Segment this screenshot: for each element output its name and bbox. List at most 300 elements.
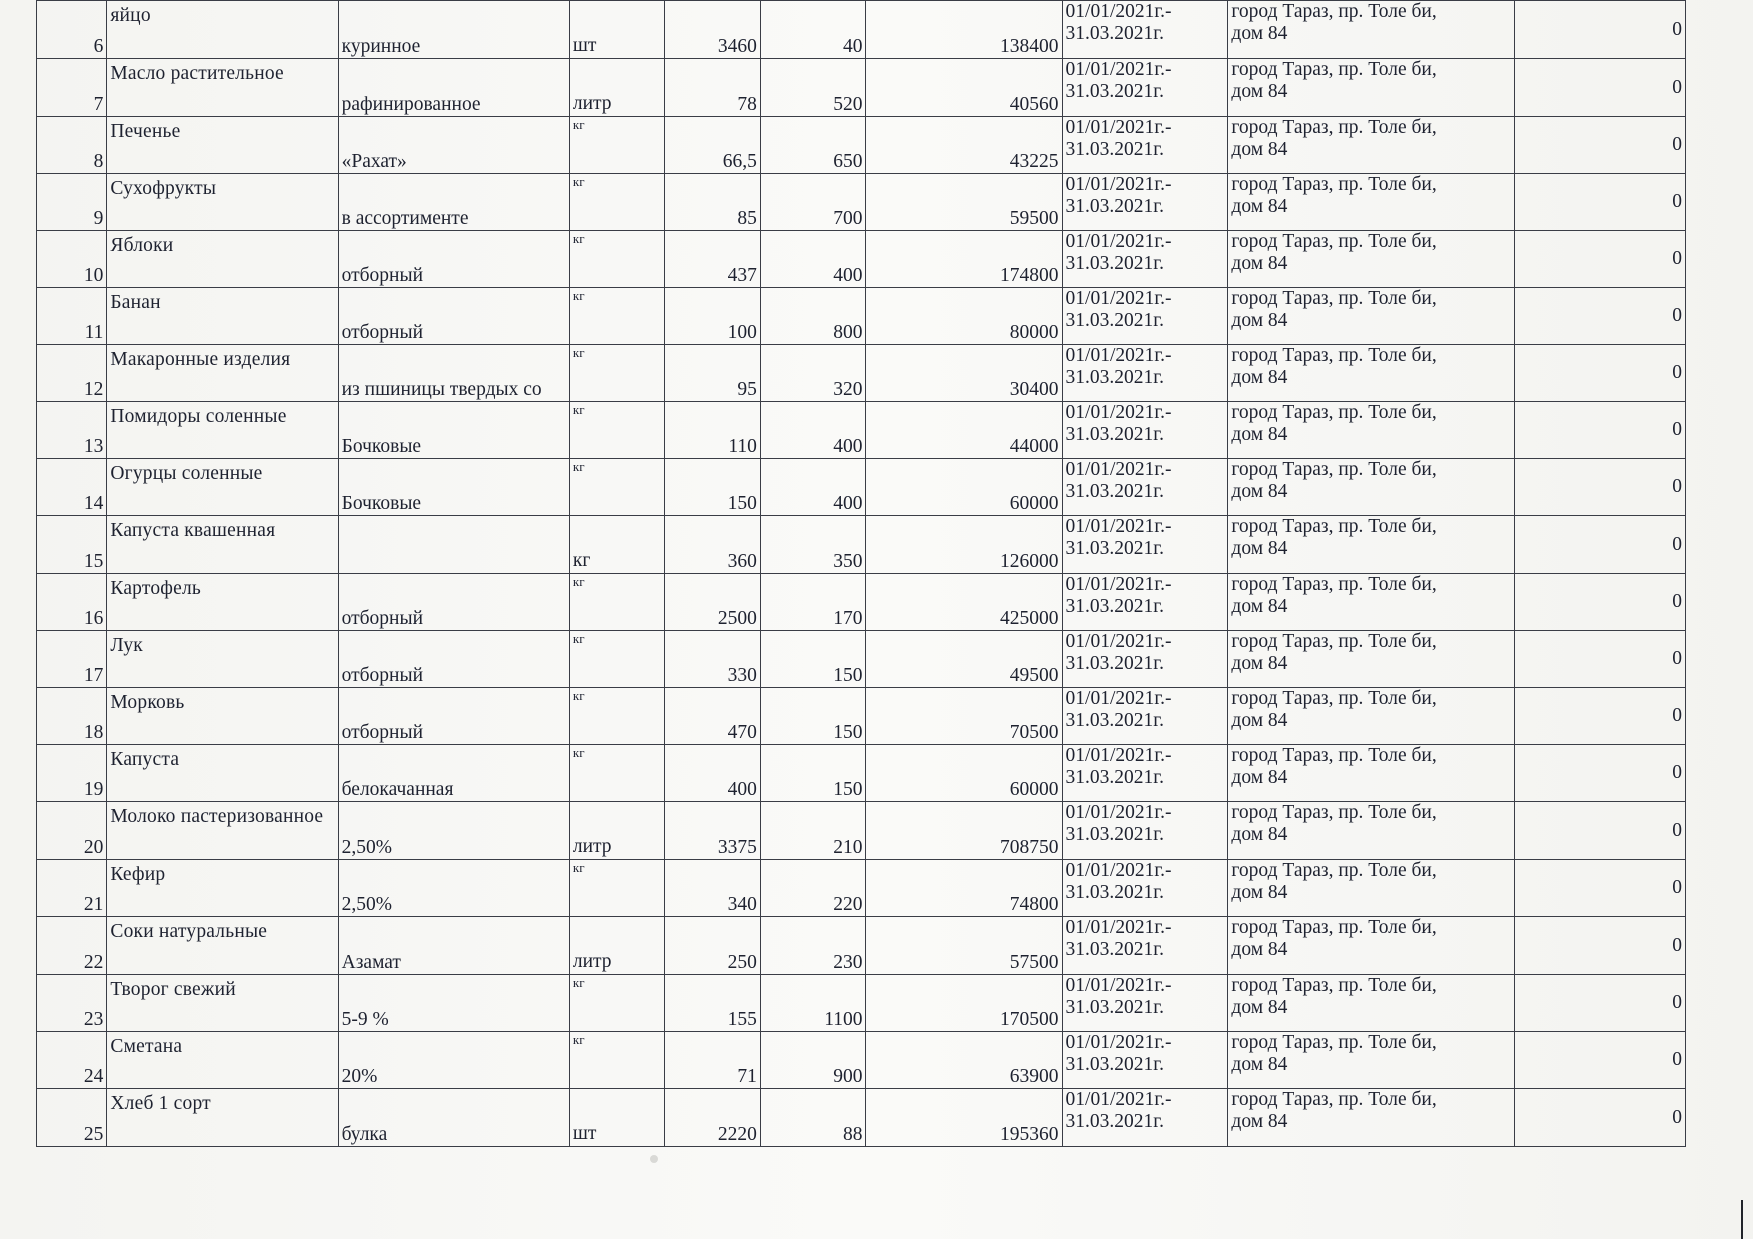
table-row <box>37 459 1686 516</box>
period-end: 31.03.2021г. <box>1065 253 1164 274</box>
item-quantity: 155 <box>665 975 761 1032</box>
item-description: белокачанная <box>338 745 569 802</box>
row-number: 11 <box>37 288 107 345</box>
item-description: отборный <box>338 574 569 631</box>
delivery-address <box>1228 975 1515 1032</box>
item-sum: 57500 <box>866 917 1062 975</box>
address-line-1: город Тараз, пр. Толе би, <box>1231 117 1437 138</box>
item-unit <box>569 174 665 231</box>
item-sum: 60000 <box>866 459 1062 516</box>
procurement-table <box>36 0 1686 1147</box>
address-line-1: город Тараз, пр. Толе би, <box>1231 860 1437 881</box>
advance-amount: 0 <box>1514 1032 1685 1089</box>
address-line-2: дом 84 <box>1231 310 1288 331</box>
item-description: отборный <box>338 631 569 688</box>
item-quantity: 250 <box>665 917 761 975</box>
item-sum: 43225 <box>866 117 1062 174</box>
item-sum: 59500 <box>866 174 1062 231</box>
item-unit-text: кг <box>572 174 585 189</box>
delivery-period <box>1062 688 1228 745</box>
period-end: 31.03.2021г. <box>1065 196 1164 217</box>
period-start: 01/01/2021г.- <box>1065 288 1172 309</box>
item-name <box>107 174 338 231</box>
item-unit-text: кг <box>572 402 585 417</box>
row-number: 22 <box>37 917 107 975</box>
table-row <box>37 917 1686 975</box>
item-sum: 174800 <box>866 231 1062 288</box>
item-unit-text: литр <box>572 93 612 114</box>
period-end: 31.03.2021г. <box>1065 1054 1164 1075</box>
address-line-1: город Тараз, пр. Толе би, <box>1231 59 1437 80</box>
delivery-address <box>1228 402 1515 459</box>
item-price: 150 <box>760 745 866 802</box>
item-quantity: 85 <box>665 174 761 231</box>
row-number: 7 <box>37 59 107 117</box>
item-unit <box>569 688 665 745</box>
delivery-period <box>1062 117 1228 174</box>
item-unit-text: кг <box>572 459 585 474</box>
delivery-period <box>1062 1032 1228 1089</box>
row-number: 14 <box>37 459 107 516</box>
table-row <box>37 59 1686 117</box>
item-unit-text: кг <box>572 117 585 132</box>
address-line-2: дом 84 <box>1231 481 1288 502</box>
delivery-address <box>1228 231 1515 288</box>
delivery-period <box>1062 802 1228 860</box>
item-name-text: Творог свежий <box>110 979 236 1000</box>
item-price: 210 <box>760 802 866 860</box>
item-unit <box>569 1089 665 1147</box>
item-price: 400 <box>760 402 866 459</box>
delivery-address <box>1228 59 1515 117</box>
delivery-address <box>1228 917 1515 975</box>
address-line-1: город Тараз, пр. Толе би, <box>1231 288 1437 309</box>
advance-amount: 0 <box>1514 288 1685 345</box>
table-row <box>37 174 1686 231</box>
period-start: 01/01/2021г.- <box>1065 516 1172 537</box>
item-quantity: 71 <box>665 1032 761 1089</box>
row-number: 19 <box>37 745 107 802</box>
address-line-1: город Тараз, пр. Толе би, <box>1231 574 1437 595</box>
item-unit <box>569 802 665 860</box>
item-name-text: Печенье <box>110 121 181 142</box>
period-end: 31.03.2021г. <box>1065 882 1164 903</box>
table-row <box>37 1 1686 59</box>
item-unit <box>569 231 665 288</box>
item-name <box>107 860 338 917</box>
delivery-period <box>1062 975 1228 1032</box>
row-number: 12 <box>37 345 107 402</box>
delivery-address <box>1228 345 1515 402</box>
item-unit-text: кг <box>572 745 585 760</box>
address-line-2: дом 84 <box>1231 196 1288 217</box>
table-row <box>37 688 1686 745</box>
period-start: 01/01/2021г.- <box>1065 917 1172 938</box>
table-row <box>37 231 1686 288</box>
item-unit-text: кг <box>572 574 585 589</box>
row-number: 18 <box>37 688 107 745</box>
item-name <box>107 288 338 345</box>
item-name-text: Молоко пастеризованное <box>110 806 324 827</box>
item-price: 40 <box>760 1 866 59</box>
advance-amount: 0 <box>1514 745 1685 802</box>
delivery-address <box>1228 459 1515 516</box>
period-end: 31.03.2021г. <box>1065 367 1164 388</box>
advance-amount: 0 <box>1514 59 1685 117</box>
advance-amount: 0 <box>1514 1 1685 59</box>
period-end: 31.03.2021г. <box>1065 538 1164 559</box>
period-start: 01/01/2021г.- <box>1065 574 1172 595</box>
advance-amount: 0 <box>1514 574 1685 631</box>
advance-amount: 0 <box>1514 631 1685 688</box>
period-start: 01/01/2021г.- <box>1065 631 1172 652</box>
item-quantity: 2500 <box>665 574 761 631</box>
item-unit-text: литр <box>572 951 612 972</box>
address-line-1: город Тараз, пр. Толе би, <box>1231 402 1437 423</box>
item-quantity: 437 <box>665 231 761 288</box>
address-line-2: дом 84 <box>1231 767 1288 788</box>
item-unit <box>569 574 665 631</box>
item-description: отборный <box>338 688 569 745</box>
item-unit <box>569 1 665 59</box>
item-unit <box>569 745 665 802</box>
item-description: булка <box>338 1089 569 1147</box>
address-line-2: дом 84 <box>1231 1054 1288 1075</box>
delivery-address <box>1228 1 1515 59</box>
address-line-2: дом 84 <box>1231 139 1288 160</box>
address-line-2: дом 84 <box>1231 538 1288 559</box>
row-number: 16 <box>37 574 107 631</box>
period-end: 31.03.2021г. <box>1065 23 1164 44</box>
delivery-address <box>1228 574 1515 631</box>
delivery-address <box>1228 1089 1515 1147</box>
page-edge-mark <box>1741 1200 1743 1239</box>
item-price: 88 <box>760 1089 866 1147</box>
item-name <box>107 802 338 860</box>
item-price: 170 <box>760 574 866 631</box>
delivery-period <box>1062 574 1228 631</box>
advance-amount: 0 <box>1514 345 1685 402</box>
item-quantity: 2220 <box>665 1089 761 1147</box>
address-line-1: город Тараз, пр. Толе би, <box>1231 631 1437 652</box>
item-sum: 708750 <box>866 802 1062 860</box>
item-unit-text: кг <box>572 631 585 646</box>
delivery-period <box>1062 174 1228 231</box>
period-end: 31.03.2021г. <box>1065 939 1164 960</box>
item-description: 2,50% <box>338 802 569 860</box>
item-price: 150 <box>760 631 866 688</box>
item-quantity: 360 <box>665 516 761 574</box>
period-end: 31.03.2021г. <box>1065 310 1164 331</box>
item-name-text: Лук <box>110 635 143 656</box>
advance-amount: 0 <box>1514 975 1685 1032</box>
item-unit-text: кг <box>572 345 585 360</box>
item-name-text: Макаронные изделия <box>110 349 291 370</box>
item-quantity: 78 <box>665 59 761 117</box>
item-price: 230 <box>760 917 866 975</box>
row-number: 17 <box>37 631 107 688</box>
item-price: 520 <box>760 59 866 117</box>
advance-amount: 0 <box>1514 860 1685 917</box>
item-unit-text: кг <box>572 860 585 875</box>
item-sum: 126000 <box>866 516 1062 574</box>
period-start: 01/01/2021г.- <box>1065 1 1172 22</box>
item-name <box>107 516 338 574</box>
address-line-1: город Тараз, пр. Толе би, <box>1231 231 1437 252</box>
address-line-2: дом 84 <box>1231 596 1288 617</box>
address-line-2: дом 84 <box>1231 81 1288 102</box>
item-price: 400 <box>760 231 866 288</box>
item-price: 400 <box>760 459 866 516</box>
delivery-address <box>1228 745 1515 802</box>
address-line-1: город Тараз, пр. Толе би, <box>1231 745 1437 766</box>
delivery-period <box>1062 1 1228 59</box>
item-name <box>107 1032 338 1089</box>
item-quantity: 100 <box>665 288 761 345</box>
item-description: 2,50% <box>338 860 569 917</box>
item-name-text: Картофель <box>110 578 202 599</box>
address-line-2: дом 84 <box>1231 939 1288 960</box>
address-line-1: город Тараз, пр. Толе би, <box>1231 345 1437 366</box>
delivery-period <box>1062 459 1228 516</box>
item-description: 20% <box>338 1032 569 1089</box>
item-quantity: 95 <box>665 345 761 402</box>
period-start: 01/01/2021г.- <box>1065 975 1172 996</box>
item-name-text: Помидоры соленные <box>110 406 287 427</box>
item-sum: 138400 <box>866 1 1062 59</box>
item-name <box>107 631 338 688</box>
table-row <box>37 345 1686 402</box>
period-end: 31.03.2021г. <box>1065 596 1164 617</box>
address-line-1: город Тараз, пр. Толе би, <box>1231 802 1437 823</box>
delivery-address <box>1228 174 1515 231</box>
item-unit <box>569 1032 665 1089</box>
item-unit-text: шт <box>572 35 597 56</box>
item-description: из пшиницы твердых со <box>338 345 569 402</box>
address-line-2: дом 84 <box>1231 882 1288 903</box>
period-end: 31.03.2021г. <box>1065 710 1164 731</box>
address-line-1: город Тараз, пр. Толе би, <box>1231 459 1437 480</box>
item-quantity: 3460 <box>665 1 761 59</box>
address-line-2: дом 84 <box>1231 824 1288 845</box>
row-number: 21 <box>37 860 107 917</box>
row-number: 9 <box>37 174 107 231</box>
item-name-text: Яблоки <box>110 235 174 256</box>
item-sum: 63900 <box>866 1032 1062 1089</box>
item-name-text: Масло растительное <box>110 63 284 84</box>
period-end: 31.03.2021г. <box>1065 1111 1164 1132</box>
item-price: 320 <box>760 345 866 402</box>
period-end: 31.03.2021г. <box>1065 653 1164 674</box>
row-number: 8 <box>37 117 107 174</box>
advance-amount: 0 <box>1514 516 1685 574</box>
period-start: 01/01/2021г.- <box>1065 345 1172 366</box>
row-number: 24 <box>37 1032 107 1089</box>
row-number: 20 <box>37 802 107 860</box>
table-row <box>37 860 1686 917</box>
item-unit-text: кг <box>572 1032 585 1047</box>
delivery-period <box>1062 402 1228 459</box>
delivery-address <box>1228 688 1515 745</box>
item-name-text: яйцо <box>110 5 151 26</box>
item-description: «Рахат» <box>338 117 569 174</box>
item-description: рафинированное <box>338 59 569 117</box>
item-description: отборный <box>338 288 569 345</box>
item-name-text: Сметана <box>110 1036 183 1057</box>
item-unit <box>569 975 665 1032</box>
advance-amount: 0 <box>1514 688 1685 745</box>
address-line-1: город Тараз, пр. Толе би, <box>1231 917 1437 938</box>
item-name-text: Сухофрукты <box>110 178 217 199</box>
advance-amount: 0 <box>1514 1089 1685 1147</box>
period-end: 31.03.2021г. <box>1065 139 1164 160</box>
item-unit <box>569 459 665 516</box>
table-row <box>37 802 1686 860</box>
period-end: 31.03.2021г. <box>1065 424 1164 445</box>
item-price: 220 <box>760 860 866 917</box>
item-unit <box>569 917 665 975</box>
row-number: 10 <box>37 231 107 288</box>
table-row <box>37 745 1686 802</box>
item-unit-text: шт <box>572 1123 597 1144</box>
item-sum: 80000 <box>866 288 1062 345</box>
item-name <box>107 1 338 59</box>
period-start: 01/01/2021г.- <box>1065 745 1172 766</box>
address-line-2: дом 84 <box>1231 710 1288 731</box>
item-name <box>107 231 338 288</box>
delivery-period <box>1062 231 1228 288</box>
address-line-1: город Тараз, пр. Толе би, <box>1231 975 1437 996</box>
item-unit-text: кг <box>572 288 585 303</box>
table-row <box>37 117 1686 174</box>
advance-amount: 0 <box>1514 231 1685 288</box>
row-number: 13 <box>37 402 107 459</box>
row-number: 25 <box>37 1089 107 1147</box>
address-line-2: дом 84 <box>1231 997 1288 1018</box>
address-line-2: дом 84 <box>1231 1111 1288 1132</box>
item-sum: 40560 <box>866 59 1062 117</box>
item-unit <box>569 402 665 459</box>
period-start: 01/01/2021г.- <box>1065 459 1172 480</box>
item-unit <box>569 288 665 345</box>
table-row <box>37 402 1686 459</box>
table-body <box>37 1 1686 1147</box>
delivery-address <box>1228 631 1515 688</box>
item-name <box>107 688 338 745</box>
item-description: куринное <box>338 1 569 59</box>
address-line-1: город Тараз, пр. Толе би, <box>1231 688 1437 709</box>
item-quantity: 3375 <box>665 802 761 860</box>
row-number: 23 <box>37 975 107 1032</box>
item-name-text: Хлеб 1 сорт <box>110 1093 211 1114</box>
item-description: 5-9 % <box>338 975 569 1032</box>
delivery-address <box>1228 117 1515 174</box>
row-number: 15 <box>37 516 107 574</box>
item-quantity: 110 <box>665 402 761 459</box>
advance-amount: 0 <box>1514 459 1685 516</box>
item-description: в ассортименте <box>338 174 569 231</box>
item-name <box>107 402 338 459</box>
item-name-text: Соки натуральные <box>110 921 268 942</box>
period-start: 01/01/2021г.- <box>1065 174 1172 195</box>
item-description: отборный <box>338 231 569 288</box>
item-price: 150 <box>760 688 866 745</box>
address-line-2: дом 84 <box>1231 23 1288 44</box>
period-end: 31.03.2021г. <box>1065 481 1164 502</box>
table-row <box>37 1089 1686 1147</box>
item-sum: 60000 <box>866 745 1062 802</box>
address-line-2: дом 84 <box>1231 367 1288 388</box>
item-unit <box>569 117 665 174</box>
item-quantity: 470 <box>665 688 761 745</box>
item-quantity: 400 <box>665 745 761 802</box>
item-name <box>107 917 338 975</box>
advance-amount: 0 <box>1514 802 1685 860</box>
period-start: 01/01/2021г.- <box>1065 59 1172 80</box>
item-sum: 170500 <box>866 975 1062 1032</box>
item-quantity: 66,5 <box>665 117 761 174</box>
item-sum: 44000 <box>866 402 1062 459</box>
advance-amount: 0 <box>1514 402 1685 459</box>
item-quantity: 330 <box>665 631 761 688</box>
item-name <box>107 59 338 117</box>
delivery-period <box>1062 745 1228 802</box>
item-name <box>107 745 338 802</box>
delivery-period <box>1062 860 1228 917</box>
row-number: 6 <box>37 1 107 59</box>
item-description <box>338 516 569 574</box>
item-name-text: Капуста квашенная <box>110 520 276 541</box>
address-line-1: город Тараз, пр. Толе би, <box>1231 1 1437 22</box>
delivery-period <box>1062 917 1228 975</box>
period-end: 31.03.2021г. <box>1065 824 1164 845</box>
item-unit-text: кг <box>572 688 585 703</box>
item-price: 350 <box>760 516 866 574</box>
address-line-2: дом 84 <box>1231 253 1288 274</box>
item-description: Азамат <box>338 917 569 975</box>
item-name-text: Банан <box>110 292 161 313</box>
delivery-period <box>1062 59 1228 117</box>
table-row <box>37 631 1686 688</box>
period-start: 01/01/2021г.- <box>1065 117 1172 138</box>
item-name <box>107 345 338 402</box>
delivery-period <box>1062 288 1228 345</box>
item-unit-text: кг <box>572 975 585 990</box>
delivery-address <box>1228 1032 1515 1089</box>
delivery-period <box>1062 631 1228 688</box>
period-start: 01/01/2021г.- <box>1065 1089 1172 1110</box>
item-quantity: 150 <box>665 459 761 516</box>
table-row <box>37 574 1686 631</box>
item-sum: 49500 <box>866 631 1062 688</box>
delivery-address <box>1228 516 1515 574</box>
item-name <box>107 1089 338 1147</box>
item-sum: 195360 <box>866 1089 1062 1147</box>
period-start: 01/01/2021г.- <box>1065 688 1172 709</box>
period-start: 01/01/2021г.- <box>1065 860 1172 881</box>
item-name-text: Морковь <box>110 692 185 713</box>
address-line-1: город Тараз, пр. Толе би, <box>1231 174 1437 195</box>
period-end: 31.03.2021г. <box>1065 997 1164 1018</box>
address-line-2: дом 84 <box>1231 653 1288 674</box>
period-start: 01/01/2021г.- <box>1065 402 1172 423</box>
delivery-period <box>1062 345 1228 402</box>
delivery-address <box>1228 860 1515 917</box>
item-unit <box>569 516 665 574</box>
item-sum: 70500 <box>866 688 1062 745</box>
period-end: 31.03.2021г. <box>1065 767 1164 788</box>
address-line-1: город Тараз, пр. Толе би, <box>1231 516 1437 537</box>
